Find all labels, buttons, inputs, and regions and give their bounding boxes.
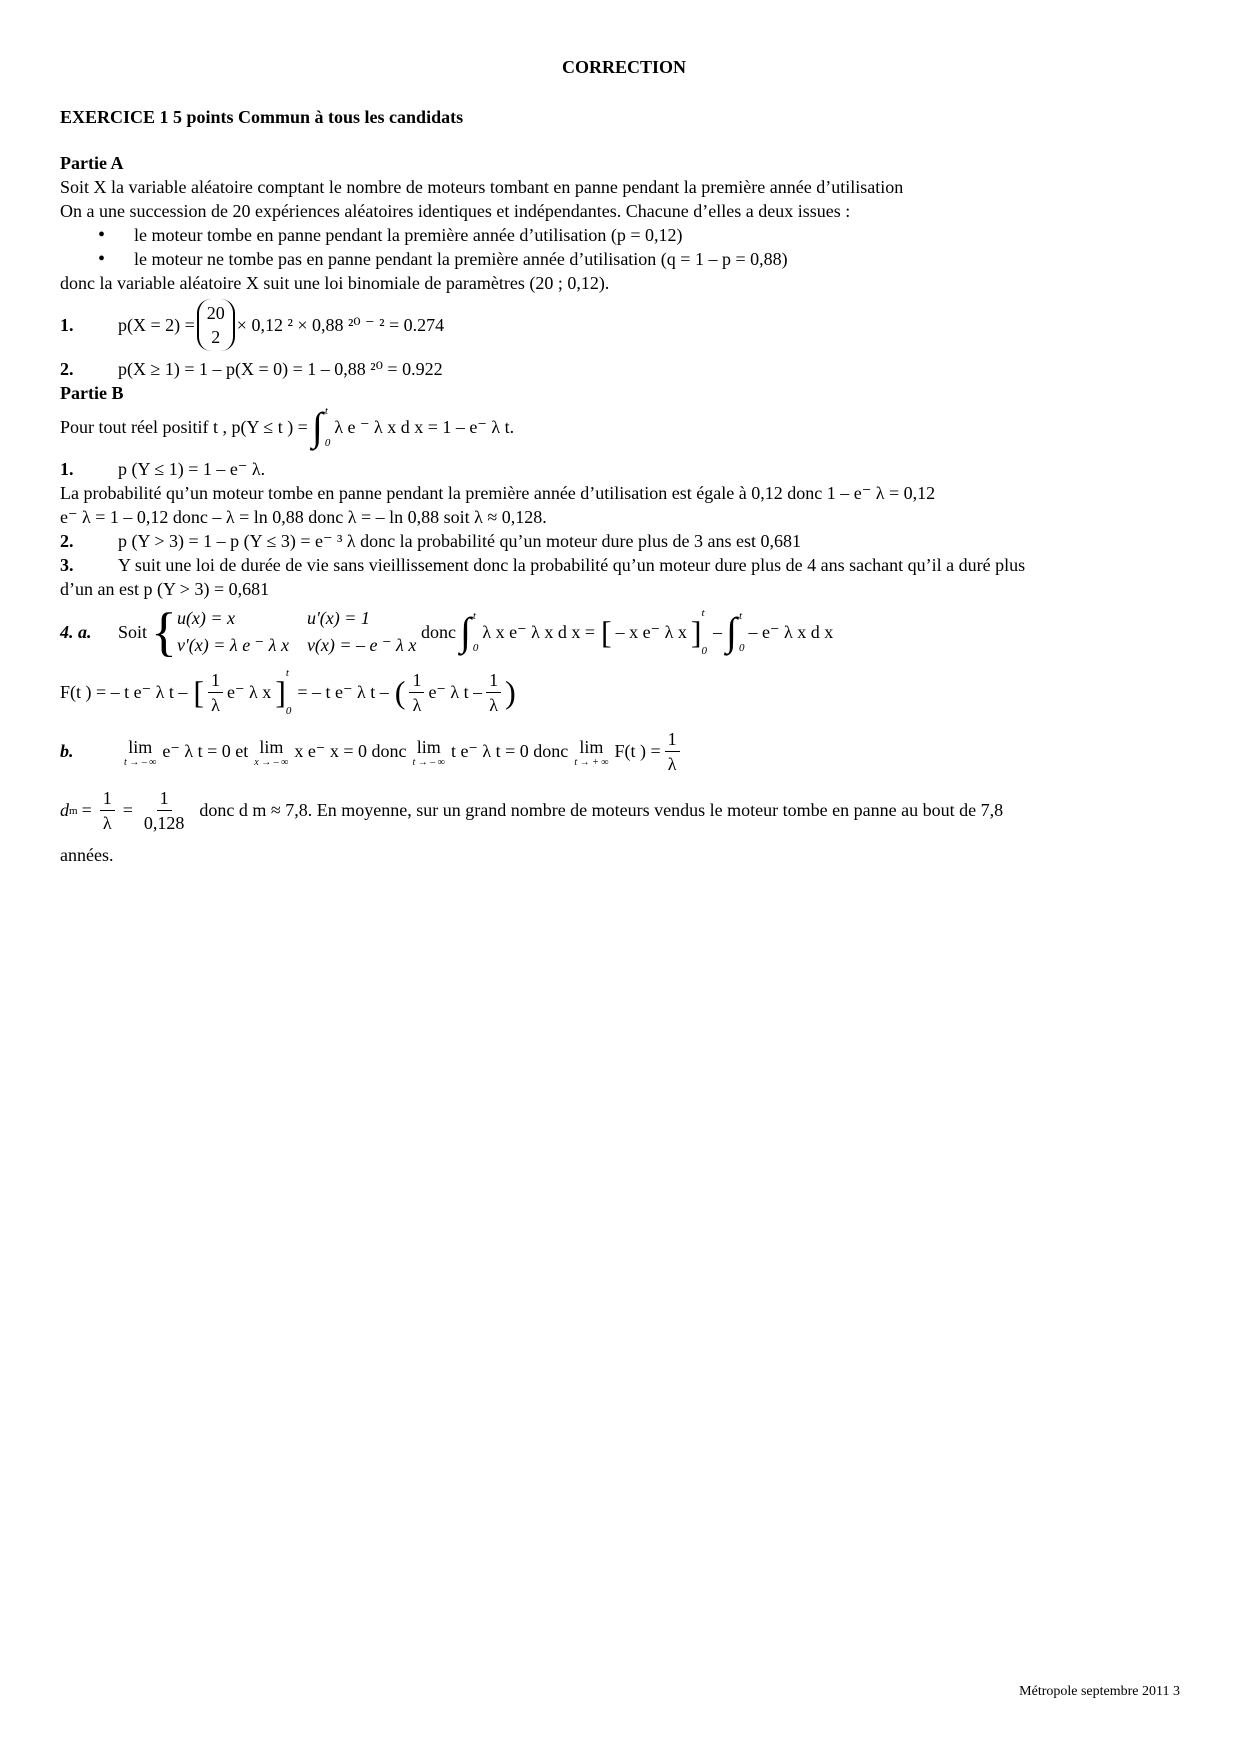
- integral-symbol-icon: ∫: [459, 609, 471, 654]
- antiderivative-F: [60, 667, 1188, 717]
- fraction-numerator: 1: [409, 668, 424, 693]
- F-exp: e⁻ λ x: [227, 681, 272, 702]
- document-page: [60, 55, 1188, 867]
- evaluation-bounds: [702, 607, 708, 657]
- part-b-question-2: [60, 529, 1188, 553]
- q4-bracket: – x e⁻ λ x: [615, 621, 687, 642]
- eval-upper: t: [285, 667, 289, 679]
- q1-text: p (Y ≤ 1) = 1 – e⁻ λ.: [118, 459, 266, 479]
- limit-operator: [574, 736, 608, 768]
- part-a-intro-2: On a une succession de 20 expériences aléatoires identiques et indépendantes. Chacune d’elles a deux issues :: [60, 201, 851, 221]
- fraction: [208, 668, 223, 717]
- fraction-denominator: λ: [211, 694, 220, 715]
- eval-upper: t: [701, 607, 705, 619]
- lim4-expr: F(t ) =: [614, 741, 661, 761]
- question-number: 4. a.: [60, 621, 92, 642]
- left-bracket-icon: [: [193, 674, 205, 710]
- question-number: 1.: [60, 314, 74, 335]
- limit-operator: [124, 736, 156, 768]
- q4-int1: λ x e⁻ λ x d x =: [482, 621, 596, 642]
- lim-word: lim: [416, 736, 441, 757]
- integral-lower: 0: [472, 642, 479, 654]
- question-number: 3.: [60, 555, 74, 575]
- page-footer: Métropole septembre 2011 3: [1019, 1684, 1180, 1699]
- part-a-heading: Partie A: [60, 153, 124, 173]
- part-a-question-1: [60, 299, 1188, 351]
- fraction-denominator: 0,128: [143, 813, 185, 833]
- outcome-list: [60, 223, 1188, 271]
- lim-word: lim: [579, 736, 604, 757]
- vprime-def: v'(x) = λ e ⁻ λ x: [176, 635, 289, 655]
- part-a-conclusion: donc la variable aléatoire X suit une loi binomiale de paramètres (20 ; 0,12).: [60, 273, 610, 293]
- F-eq: = – t e⁻ λ t –: [297, 681, 389, 702]
- exercise-heading: EXERCICE 1 5 points Commun à tous les candidats: [60, 107, 464, 127]
- part-b-question-3: [60, 553, 1188, 577]
- q4-donc: donc: [420, 621, 456, 642]
- integral-symbol-icon: ∫: [311, 404, 323, 449]
- intro-post: λ e ⁻ λ x d x = 1 – e⁻ λ t.: [334, 416, 515, 437]
- outcome-item: • le moteur tombe en panne pendant la première année d’utilisation (p = 0,12): [134, 223, 1188, 247]
- integral-sign: [460, 610, 478, 654]
- u-def: u(x) = x: [176, 608, 236, 628]
- q2-text: p (Y > 3) = 1 – p (Y ≤ 3) = e⁻ ³ λ donc la probabilité qu’un moteur dure plus de 3 ans est 0,681: [118, 531, 801, 551]
- page-title: CORRECTION: [561, 57, 686, 77]
- part-b-question-1: [60, 457, 1188, 481]
- integral-bounds: [739, 610, 745, 654]
- fraction: [665, 727, 680, 776]
- integral-symbol-icon: ∫: [726, 609, 738, 654]
- dm-text: donc d m ≈ 7,8. En moyenne, sur un grand nombre de moteurs vendus le moteur tombe en panne au bout de 7,8: [199, 800, 1004, 820]
- integral-lower: 0: [739, 642, 745, 654]
- q2-text: p(X ≥ 1) = 1 – p(X = 0) = 1 – 0,88 ²⁰ = 0.922: [118, 359, 443, 379]
- limit-operator: [413, 736, 445, 768]
- lim1-expr: e⁻ λ t = 0 et: [162, 741, 249, 761]
- part-b-intro: [60, 405, 1188, 449]
- integral-upper: t: [324, 405, 328, 417]
- q3-text: Y suit une loi de durée de vie sans vieillissement donc la probabilité qu’un moteur dure plus de 4 ans sachant qu’il a duré plus: [118, 555, 1026, 575]
- part-b-heading: Partie B: [60, 383, 124, 403]
- question-number: b.: [60, 741, 74, 761]
- eval-lower: 0: [285, 705, 292, 717]
- fraction: [141, 786, 188, 835]
- fraction-numerator: 1: [208, 668, 223, 693]
- fraction-denominator: λ: [412, 694, 422, 715]
- integral-bounds: [325, 405, 331, 449]
- q1-lhs: p(X = 2) =: [118, 314, 195, 335]
- dm-line-2: années.: [60, 845, 114, 865]
- limit-operator: [254, 736, 288, 768]
- left-brace-icon: {: [151, 602, 177, 662]
- part-b-question-4b: [60, 727, 1188, 776]
- lim-under: x → – ∞: [254, 756, 289, 768]
- lim2-expr: x e⁻ x = 0 donc: [294, 741, 407, 761]
- evaluation-bounds: [286, 667, 292, 717]
- fraction-numerator: 1: [665, 727, 680, 752]
- lim-under: t → – ∞: [412, 756, 445, 768]
- lim-word: lim: [259, 736, 284, 757]
- dm-lhs: d: [60, 800, 69, 820]
- left-bracket-icon: [: [601, 614, 612, 650]
- v-def: v(x) = – e ⁻ λ x: [306, 635, 417, 655]
- fraction: [409, 668, 424, 717]
- mean-lifetime: d m = $\frac{1}{\lambda}$ = $\frac{1}{0,128}$ donc d m ≈ 7,8. En moyenne, sur un grand nombre de moteurs vendus le moteur tombe en panne au bout de 7,8: [60, 788, 1004, 833]
- integral-upper: t: [739, 610, 743, 622]
- lim-word: lim: [128, 736, 153, 757]
- part-b-question-4a: [60, 602, 1188, 662]
- integral-upper: t: [472, 610, 476, 622]
- system-brace: [151, 602, 417, 662]
- right-bracket-icon: ]: [690, 614, 702, 650]
- eval-lower: 0: [701, 645, 708, 657]
- part-a-intro-1: Soit X la variable aléatoire comptant le nombre de moteurs tombant en panne pendant la première année d’utilisation: [60, 177, 904, 197]
- binomial-coefficient: [197, 299, 235, 351]
- fraction: [100, 786, 115, 835]
- dm-eq: =: [122, 800, 133, 820]
- dm-eq: =: [81, 800, 92, 820]
- binom-bottom: 2: [211, 327, 221, 347]
- integral-bounds: [473, 610, 479, 654]
- q4-minus: –: [713, 621, 723, 642]
- fraction-denominator: λ: [489, 694, 499, 715]
- question-number: 2.: [60, 359, 74, 379]
- fraction-denominator: λ: [667, 754, 677, 774]
- fraction-numerator: 1: [157, 786, 172, 811]
- lim-under: t → + ∞: [574, 756, 609, 768]
- question-number: 1.: [60, 459, 74, 479]
- lim-under: t → – ∞: [124, 756, 157, 768]
- integral-lower: 0: [324, 437, 331, 449]
- q4-int2: – e⁻ λ x d x: [748, 621, 834, 642]
- fraction: [486, 668, 501, 717]
- q3-line-2: d’un an est p (Y > 3) = 0,681: [60, 579, 270, 599]
- fraction-denominator: λ: [102, 813, 112, 833]
- intro-pre: Pour tout réel positif t , p(Y ≤ t ) =: [60, 416, 308, 437]
- fraction-numerator: 1: [100, 786, 115, 811]
- right-bracket-icon: ]: [275, 674, 286, 710]
- binom-top: 20: [206, 303, 225, 323]
- left-paren-icon: (: [394, 674, 406, 710]
- part-a-question-2: [60, 357, 1188, 381]
- lim3-expr: t e⁻ λ t = 0 donc: [450, 741, 569, 761]
- q1-line-3: e⁻ λ = 1 – 0,12 donc – λ = ln 0,88 donc λ = – ln 0,88 soit λ ≈ 0,128.: [60, 507, 547, 527]
- F-lhs: F(t ) = – t e⁻ λ t –: [60, 681, 188, 702]
- integral-sign: [312, 405, 330, 449]
- uprime-def: u'(x) = 1: [306, 608, 370, 628]
- integration-by-parts-system: [177, 608, 417, 656]
- F-exp-2: e⁻ λ t –: [428, 681, 483, 702]
- right-paren-icon: ): [505, 674, 516, 710]
- question-number: 2.: [60, 531, 74, 551]
- integral-sign: [726, 610, 744, 654]
- q1-line-2: La probabilité qu’un moteur tombe en panne pendant la première année d’utilisation est égale à 0,12 donc 1 – e⁻ λ = 0,12: [60, 483, 936, 503]
- q1-rhs: × 0,12 ² × 0,88 ²⁰ ⁻ ² = 0.274: [236, 314, 445, 335]
- q4-soit: Soit: [118, 621, 148, 642]
- fraction-numerator: 1: [486, 668, 501, 693]
- outcome-item: • le moteur ne tombe pas en panne pendant la première année d’utilisation (q = 1 – p = 0,88): [134, 247, 1188, 271]
